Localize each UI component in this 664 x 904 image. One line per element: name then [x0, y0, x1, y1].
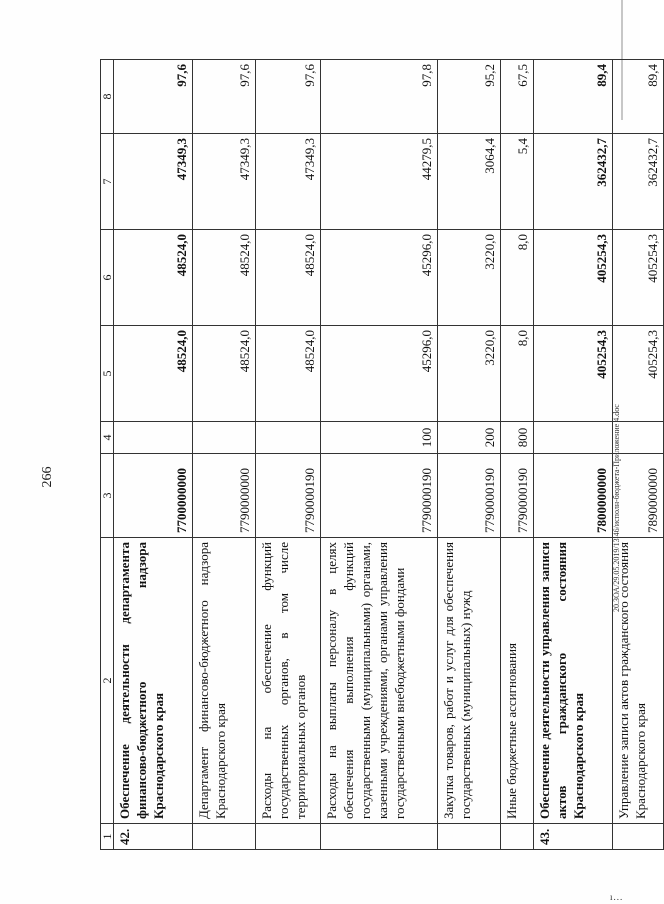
- row-name-cell: Расходы на выплаты персоналу в целях обеспечения выполнения функций государственными (муниципальными) органами, казенными учреждениями, органами управления государственными внебюджетными фондами: [321, 538, 438, 824]
- table-row: [438, 60, 501, 850]
- table-row: [193, 60, 256, 850]
- row-number-cell: 43.: [534, 824, 613, 850]
- percent-cell: 89,4: [613, 60, 664, 134]
- approved-value-cell: 8,0: [501, 326, 534, 422]
- executed-value-cell: 5,4: [501, 134, 534, 230]
- target-code-cell: 7790000190: [321, 454, 438, 538]
- row-number-cell: [613, 824, 664, 850]
- target-code-cell: 7790000000: [193, 454, 256, 538]
- revised-value-cell: 3220,0: [438, 230, 501, 326]
- approved-value-cell: 48524,0: [114, 326, 193, 422]
- percent-cell: 97,6: [193, 60, 256, 134]
- executed-value-cell: 47349,3: [256, 134, 321, 230]
- file-path-note: 20.ЗОА/29.05.2019/13.46/исполн-бюджета-Приложение 4.doc: [612, 404, 621, 612]
- percent-cell: 67,5: [501, 60, 534, 134]
- row-name-cell: Управление записи актов гражданского состояния Краснодарского края: [613, 538, 664, 824]
- row-number-cell: [256, 824, 321, 850]
- table-row: [256, 60, 321, 850]
- page-number: 266: [40, 466, 55, 488]
- header-cell: 8: [101, 60, 114, 134]
- header-cell: 7: [101, 134, 114, 230]
- expense-type-cell: 100: [321, 422, 438, 454]
- executed-value-cell: 362432,7: [534, 134, 613, 230]
- row-name-cell: Обеспечение деятельности управления записи актов гражданского состояния Краснодарского края: [534, 538, 613, 824]
- approved-value-cell: 405254,3: [613, 326, 664, 422]
- table-row: [501, 60, 534, 850]
- row-name-cell: Иные бюджетные ассигнования: [501, 538, 534, 824]
- executed-value-cell: 47349,3: [114, 134, 193, 230]
- revised-value-cell: 48524,0: [114, 230, 193, 326]
- percent-cell: 97,8: [321, 60, 438, 134]
- row-name-cell: Обеспечение деятельности департамента финансово-бюджетного надзора Краснодарского края: [114, 538, 193, 824]
- expense-type-cell: 200: [438, 422, 501, 454]
- rotated-table-wrapper: [100, 60, 660, 850]
- approved-value-cell: 45296,0: [321, 326, 438, 422]
- target-code-cell: 7790000190: [256, 454, 321, 538]
- bottom-mark: ı...: [610, 892, 624, 902]
- target-code-cell: 7890000000: [613, 454, 664, 538]
- row-number-cell: [193, 824, 256, 850]
- executed-value-cell: 362432,7: [613, 134, 664, 230]
- target-code-cell: 7790000190: [501, 454, 534, 538]
- approved-value-cell: 3220,0: [438, 326, 501, 422]
- row-name-cell: Закупка товаров, работ и услуг для обеспечения государственных (муниципальных) нужд: [438, 538, 501, 824]
- revised-value-cell: 405254,3: [613, 230, 664, 326]
- expense-type-cell: [534, 422, 613, 454]
- header-cell: 4: [101, 422, 114, 454]
- expense-type-cell: [193, 422, 256, 454]
- table-row: [321, 60, 438, 850]
- revised-value-cell: 8,0: [501, 230, 534, 326]
- header-cell: 5: [101, 326, 114, 422]
- executed-value-cell: 3064,4: [438, 134, 501, 230]
- row-name-cell: Расходы на обеспечение функций государственных органов, в том числе территориальных органов: [256, 538, 321, 824]
- header-cell: 1: [101, 824, 114, 850]
- header-cell: 2: [101, 538, 114, 824]
- executed-value-cell: 44279,5: [321, 134, 438, 230]
- table-row: [114, 60, 193, 850]
- row-number-cell: 42.: [114, 824, 193, 850]
- percent-cell: 97,6: [114, 60, 193, 134]
- revised-value-cell: 405254,3: [534, 230, 613, 326]
- percent-cell: 95,2: [438, 60, 501, 134]
- revised-value-cell: 48524,0: [193, 230, 256, 326]
- target-code-cell: 7700000000: [114, 454, 193, 538]
- target-code-cell: 7800000000: [534, 454, 613, 538]
- budget-table: [100, 59, 664, 850]
- executed-value-cell: 47349,3: [193, 134, 256, 230]
- expense-type-cell: [114, 422, 193, 454]
- expense-type-cell: 800: [501, 422, 534, 454]
- header-cell: 6: [101, 230, 114, 326]
- target-code-cell: 7790000190: [438, 454, 501, 538]
- approved-value-cell: 48524,0: [193, 326, 256, 422]
- approved-value-cell: 405254,3: [534, 326, 613, 422]
- expense-type-cell: [256, 422, 321, 454]
- row-number-cell: [501, 824, 534, 850]
- row-number-cell: [438, 824, 501, 850]
- approved-value-cell: 48524,0: [256, 326, 321, 422]
- row-number-cell: [321, 824, 438, 850]
- header-cell: 3: [101, 454, 114, 538]
- header-row: [101, 60, 114, 850]
- percent-cell: 89,4: [534, 60, 613, 134]
- percent-cell: 97,6: [256, 60, 321, 134]
- row-name-cell: Департамент финансово-бюджетного надзора Краснодарского края: [193, 538, 256, 824]
- revised-value-cell: 45296,0: [321, 230, 438, 326]
- revised-value-cell: 48524,0: [256, 230, 321, 326]
- table-row: [534, 60, 613, 850]
